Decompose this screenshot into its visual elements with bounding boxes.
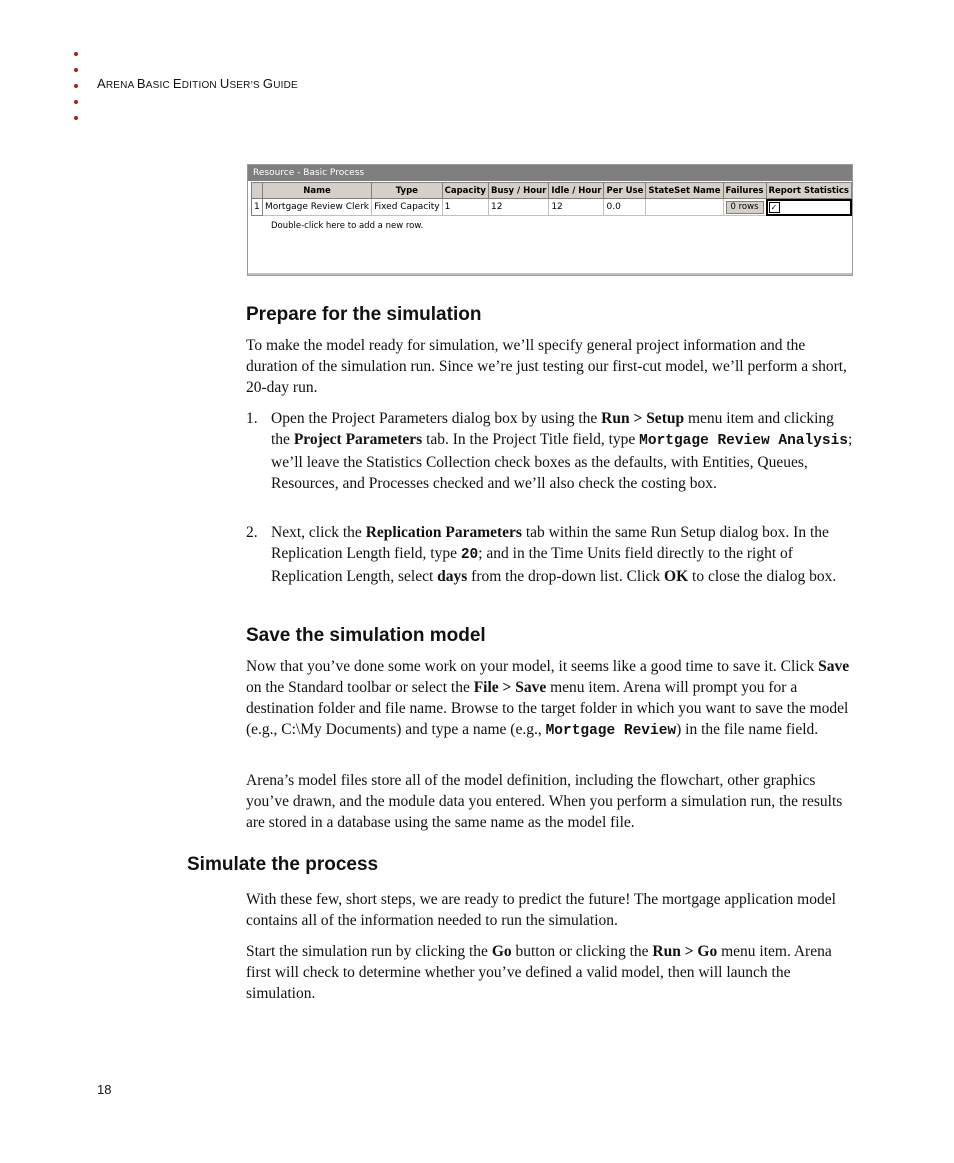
- column-header-capacity[interactable]: Capacity: [442, 183, 488, 199]
- menu-path-file-save: File > Save: [473, 679, 547, 696]
- text-run: Now that you’ve done some work on your model, it seems like a good time to save it. Click: [246, 658, 819, 675]
- bullet-dot: [74, 100, 78, 104]
- button-name-ok: OK: [664, 568, 689, 585]
- cell-failures: [723, 199, 766, 216]
- cell-type[interactable]: Fixed Capacity: [372, 199, 443, 216]
- text-run: ; we’ll leave the Statistics Collection check boxes as the defaults, with Entities, Queues, Resources, and Processes checked and we’ll also check the costing box.: [271, 431, 853, 492]
- text-run: on the Standard toolbar or select the: [246, 679, 474, 696]
- resource-spreadsheet: [247, 164, 853, 276]
- text-run: menu item and clicking the: [271, 410, 834, 448]
- row-number[interactable]: 1: [252, 199, 263, 216]
- text-run: to close the dialog box.: [688, 568, 837, 585]
- text-run: Start the simulation run by clicking the: [246, 943, 492, 960]
- cell-idle-hour[interactable]: 12: [549, 199, 604, 216]
- column-header-type[interactable]: Type: [372, 183, 443, 199]
- text-run: Open the Project Parameters dialog box by using the: [271, 410, 602, 427]
- save-paragraph-1: [246, 656, 855, 742]
- cell-busy-hour[interactable]: 12: [488, 199, 548, 216]
- section-heading-save: Save the simulation model: [246, 625, 486, 646]
- header-cap: A: [97, 76, 106, 91]
- cell-stateset-name[interactable]: [646, 199, 723, 216]
- cell-capacity[interactable]: 1: [442, 199, 488, 216]
- text-run: tab. In the Project Title field, type: [422, 431, 640, 448]
- section-heading-prepare: Prepare for the simulation: [246, 304, 482, 325]
- table-row[interactable]: [252, 199, 852, 216]
- text-run: from the drop-down list. Click: [467, 568, 665, 585]
- header-cap: U: [219, 76, 230, 91]
- page-number: 18: [97, 1082, 112, 1097]
- text-run: Next, click the: [271, 524, 366, 541]
- cell-name[interactable]: Mortgage Review Clerk: [262, 199, 371, 216]
- step-2-text: [271, 522, 855, 587]
- header-smallcaps: RENA: [105, 80, 137, 91]
- text-run: menu item. Arena first will check to determine whether you’ve defined a valid model, then will launch the simulation.: [246, 943, 832, 1002]
- column-header-name[interactable]: Name: [262, 183, 371, 199]
- text-run: ) in the file name field.: [676, 721, 819, 738]
- bullet-dot: [74, 84, 78, 88]
- column-header-failures[interactable]: Failures: [723, 183, 766, 199]
- code-model-name: Mortgage Review: [545, 723, 677, 739]
- prepare-intro-paragraph: To make the model ready for simulation, we’ll specify general project information and the duration of the simulation run. Since we’re just testing our first-cut model, we’ll perform a short, 20-day run.: [246, 337, 847, 396]
- header-smallcaps: SER’S: [229, 80, 263, 91]
- simulate-paragraph-2: [246, 941, 855, 1004]
- step-2: [246, 522, 855, 587]
- step-1-text: [271, 408, 855, 494]
- running-header: [97, 76, 298, 91]
- text-run: button or clicking the: [511, 943, 653, 960]
- failures-rows-button[interactable]: 0 rows: [726, 201, 764, 214]
- bullet-dot: [74, 116, 78, 120]
- step-number: 1.: [246, 410, 258, 427]
- tab-name-replication-parameters: Replication Parameters: [365, 524, 522, 541]
- tab-name-project-parameters: Project Parameters: [293, 431, 423, 448]
- cell-per-use[interactable]: 0.0: [604, 199, 646, 216]
- menu-path-run-go: Run > Go: [652, 943, 718, 960]
- step-number: 2.: [246, 524, 258, 541]
- column-header-busy-hour[interactable]: Busy / Hour: [488, 183, 548, 199]
- simulate-paragraph-1: With these few, short steps, we are ready to predict the future! The mortgage application model contains all of the information needed to run the simulation.: [246, 891, 836, 929]
- cell-report-statistics[interactable]: [766, 199, 852, 216]
- header-cap: E: [172, 76, 182, 91]
- button-name-go: Go: [491, 943, 512, 960]
- header-smallcaps: UIDE: [273, 80, 298, 91]
- option-days: days: [437, 568, 468, 585]
- column-header: [252, 183, 263, 199]
- resource-table: [251, 182, 852, 216]
- header-cap: B: [136, 76, 146, 91]
- text-run: tab within the same Run Setup dialog box. In the Replication Length field, type: [271, 524, 829, 562]
- text-run: ; and in the Time Units field directly to the right of Replication Length, select: [271, 545, 793, 585]
- code-replication-length: 20: [460, 547, 479, 563]
- code-project-title: Mortgage Review Analysis: [639, 433, 849, 449]
- save-paragraph-2: Arena’s model files store all of the model definition, including the flowchart, other graphics you’ve drawn, and the module data you entered. When you perform a simulation run, the results are stored in a database using the same name as the model file.: [246, 772, 843, 831]
- step-1: [246, 408, 855, 494]
- column-header-idle-hour[interactable]: Idle / Hour: [549, 183, 604, 199]
- header-cap: G: [262, 76, 274, 91]
- spreadsheet-bottom-border: [248, 273, 852, 275]
- section-heading-simulate: Simulate the process: [187, 854, 379, 875]
- menu-path-run-setup: Run > Setup: [601, 410, 685, 427]
- report-statistics-checkbox[interactable]: ✓: [769, 202, 780, 213]
- bullet-dot: [74, 52, 78, 56]
- add-row-hint[interactable]: Double-click here to add a new row.: [271, 221, 424, 231]
- spreadsheet-title: Resource - Basic Process: [248, 165, 852, 181]
- table-header-row: [252, 183, 852, 199]
- column-header-report-statistics[interactable]: Report Statistics: [766, 183, 852, 199]
- bullet-dot: [74, 68, 78, 72]
- button-name-save: Save: [818, 658, 850, 675]
- text-run: menu item. Arena will prompt you for a destination folder and file name. Browse to the target folder in which you want to save the model (e.g., C:\My Documents) and type a name (e.g.,: [246, 679, 849, 738]
- header-smallcaps: ASIC: [145, 80, 173, 91]
- column-header-per-use[interactable]: Per Use: [604, 183, 646, 199]
- header-smallcaps: DITION: [181, 80, 220, 91]
- column-header-stateset-name[interactable]: StateSet Name: [646, 183, 723, 199]
